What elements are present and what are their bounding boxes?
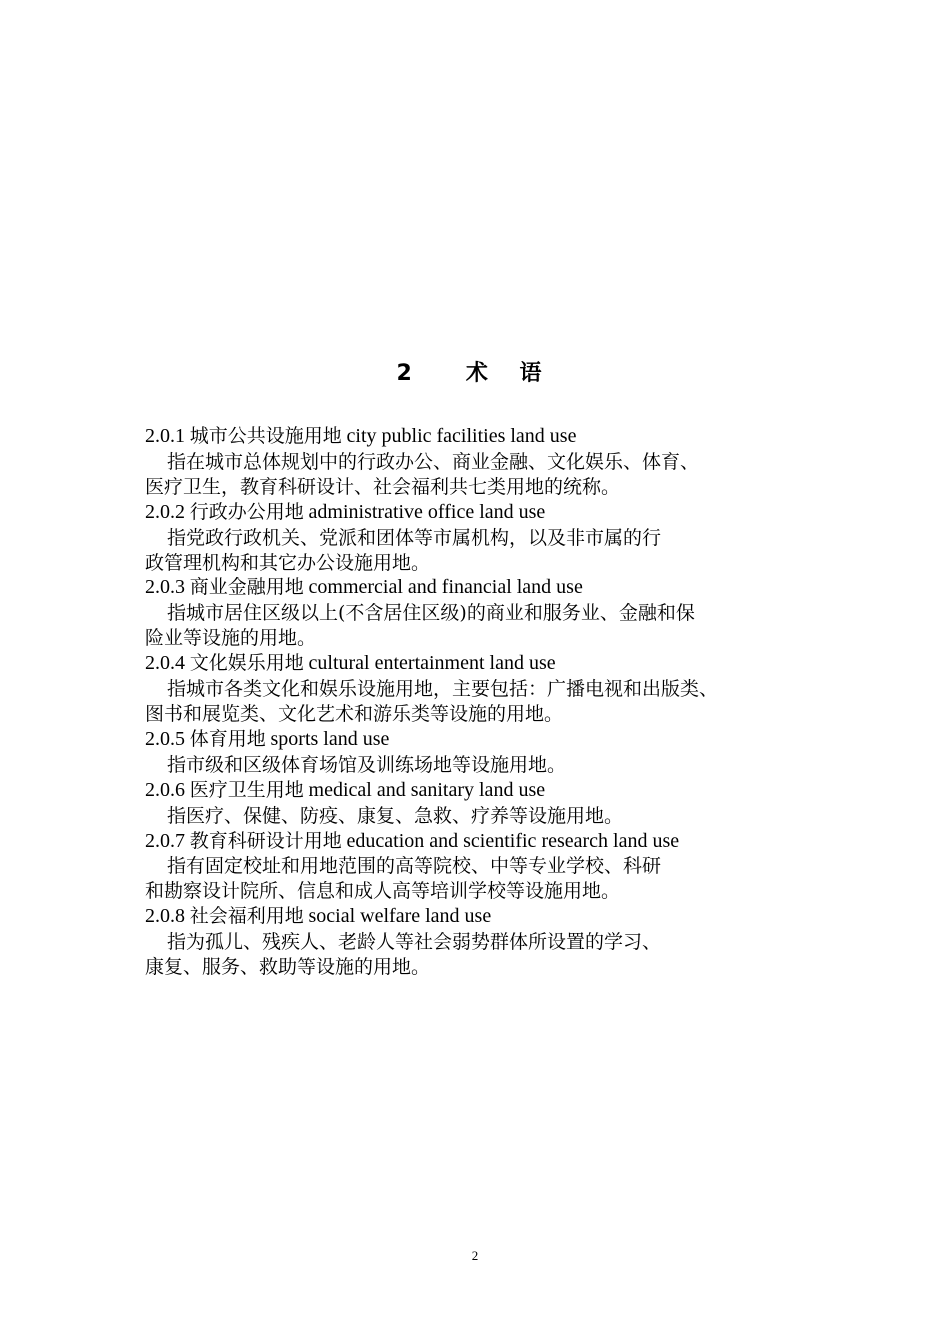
chapter-title: 术 语 <box>465 361 554 386</box>
page-number: 2 <box>471 1248 479 1263</box>
term-entry <box>145 727 825 778</box>
term-entry <box>145 904 825 980</box>
term-definition-line: 险业等设施的用地。 <box>145 627 317 650</box>
term-english: commercial and financial land use <box>308 576 583 599</box>
term-heading <box>145 500 825 526</box>
term-definition-line: 图书和展览类、文化艺术和游乐类等设施的用地。 <box>145 702 564 725</box>
term-heading <box>145 575 825 601</box>
term-chinese: 社会福利用地 <box>189 905 304 928</box>
term-chinese: 文化娱乐用地 <box>189 652 304 675</box>
term-english: medical and sanitary land use <box>308 778 546 801</box>
term-english: education and scientific research land use <box>346 829 680 852</box>
term-english: city public facilities land use <box>346 425 577 447</box>
term-heading <box>145 651 825 677</box>
term-number: 2.0.8 <box>145 905 185 928</box>
term-heading <box>145 829 825 855</box>
terms-section <box>145 424 825 980</box>
term-number: 2.0.7 <box>145 829 185 852</box>
term-definition-line: 康复、服务、救助等设施的用地。 <box>145 956 431 979</box>
term-number: 2.0.5 <box>145 727 185 750</box>
term-entry <box>145 651 825 727</box>
term-definition-line: 和勘察设计院所、信息和成人高等培训学校等设施用地。 <box>145 880 621 903</box>
term-heading <box>145 727 825 753</box>
term-number: 2.0.4 <box>145 652 185 675</box>
term-chinese: 行政办公用地 <box>189 500 304 523</box>
term-definition-line: 指城市居住区级以上(不含居住区级)的商业和服务业、金融和保 <box>167 602 695 625</box>
term-entry <box>145 778 825 829</box>
term-definition-line: 指医疗、保健、防疫、康复、急救、疗养等设施用地。 <box>167 804 624 827</box>
term-heading <box>145 778 825 804</box>
term-number: 2.0.1 <box>145 425 185 447</box>
term-heading <box>145 424 825 450</box>
term-chinese: 商业金融用地 <box>189 576 304 599</box>
term-definition-line: 医疗卫生，教育科研设计、社会福利共七类用地的统称。 <box>145 475 621 498</box>
chapter-number: 2 <box>396 361 414 386</box>
term-definition-line: 政管理机构和其它办公设施用地。 <box>145 551 431 574</box>
term-chinese: 医疗卫生用地 <box>189 778 304 801</box>
term-chinese: 体育用地 <box>189 727 266 750</box>
term-entry <box>145 829 825 905</box>
term-definition-line: 指在城市总体规划中的行政办公、商业金融、文化娱乐、体育、 <box>167 450 700 473</box>
term-entry <box>145 500 825 576</box>
term-number: 2.0.3 <box>145 576 185 599</box>
term-entry <box>145 424 825 500</box>
term-english: administrative office land use <box>308 500 546 523</box>
term-heading <box>145 904 825 930</box>
term-chinese: 城市公共设施用地 <box>189 425 342 447</box>
term-definition-line: 指有固定校址和用地范围的高等院校、中等专业学校、科研 <box>167 855 662 878</box>
term-english: cultural entertainment land use <box>308 652 556 675</box>
term-definition-line: 指党政行政机关、党派和团体等市属机构，以及非市属的行 <box>167 526 662 549</box>
term-definition-line: 指市级和区级体育场馆及训练场地等设施用地。 <box>167 753 567 776</box>
term-number: 2.0.6 <box>145 778 185 801</box>
chapter-heading <box>0 357 950 391</box>
term-number: 2.0.2 <box>145 500 185 523</box>
term-english: sports land use <box>270 727 390 750</box>
term-english: social welfare land use <box>308 905 492 928</box>
term-entry <box>145 575 825 651</box>
term-definition-line: 指为孤儿、残疾人、老龄人等社会弱势群体所设置的学习、 <box>167 931 662 954</box>
term-definition-line: 指城市各类文化和娱乐设施用地，主要包括：广播电视和出版类、 <box>167 678 719 701</box>
term-chinese: 教育科研设计用地 <box>189 829 342 852</box>
